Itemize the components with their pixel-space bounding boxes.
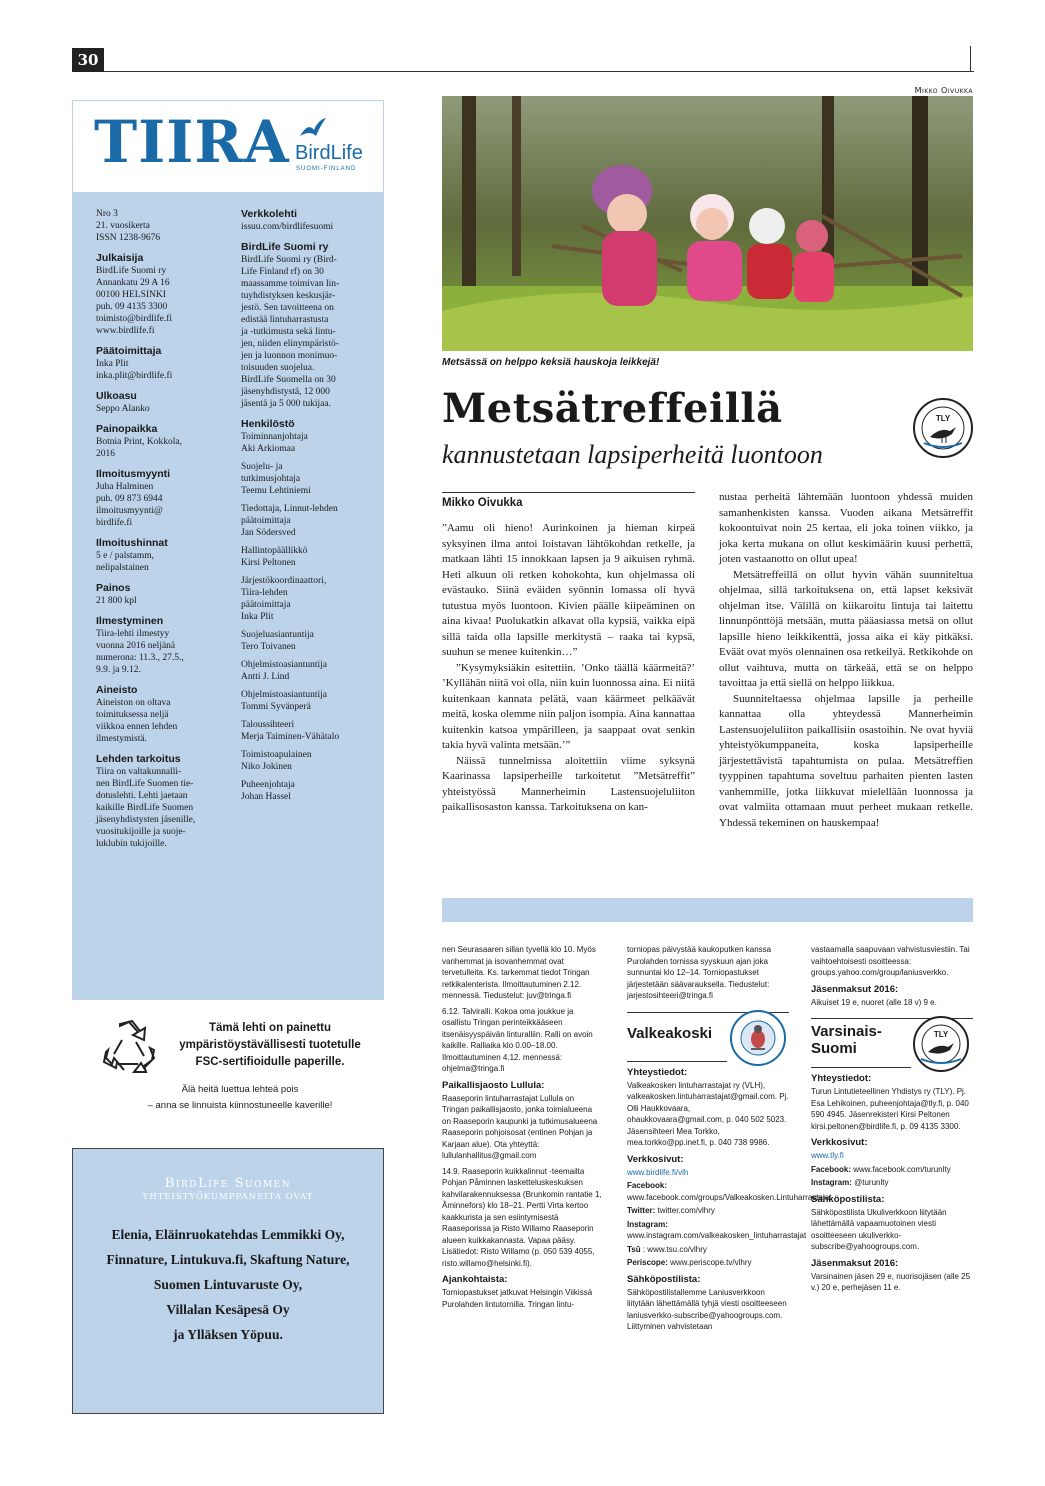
label: Tsū — [627, 1244, 641, 1254]
website-link[interactable]: www.tly.fi — [811, 1151, 844, 1160]
byline-rule — [442, 492, 695, 493]
info-text: Hallintopäällikkö Kirsi Peltonen — [241, 546, 308, 568]
info-text: Seppo Alanko — [96, 404, 150, 414]
website-link[interactable]: www.birdlife.fi/vlh — [627, 1167, 689, 1177]
partner-list — [84, 1222, 372, 1347]
twitter-link[interactable] — [627, 1205, 789, 1217]
info-block — [96, 468, 236, 529]
partner-line: Suomen Lintuvaruste Oy, — [153, 1277, 303, 1292]
facebook-link[interactable] — [811, 1164, 973, 1176]
listing-text: vastaamalla saapuvaan vahvistusviestiin. Tai vaihtoehtoisesti osoitteessa: groups.yahoo.com/group/laniusverkko. — [811, 945, 970, 977]
listing-text: Varsinainen jäsen 29 e, nuorisojäsen (alle 25 v.) 20 e, perhejäsen 11 e. — [811, 1271, 971, 1292]
partner-line: Villalan Kesäpesä Oy — [166, 1302, 290, 1317]
listing-heading: Sähköpostilista: — [811, 1193, 885, 1205]
info-block — [96, 423, 236, 460]
partner-line: Elenia, Eläinruokatehdas Lemmikki Oy, — [111, 1227, 345, 1242]
listing-heading: Jäsenmaksut 2016: — [811, 983, 899, 995]
info-block — [241, 719, 373, 743]
info-text: Suojeluasiantuntija Tero Toivanen — [241, 630, 314, 652]
info-text: Tiira on valtakunnalli- nen BirdLife Suomen tie- dotuslehti. Lehti jaetaan kaikille BirdLife Suomen jäsenyhdistysten jäsenille, vuositukijoille ja suoje- luklubin tukijoille. — [96, 767, 196, 849]
varsinais-suomi-header — [811, 1019, 973, 1067]
birdlife-subtitle: SUOMI-FINLAND — [296, 166, 357, 172]
listing-heading: Verkkosivut: — [811, 1137, 868, 1148]
link-text: www.facebook.com/groups/Valkeakosken.Lintuharrastajat — [627, 1192, 832, 1202]
info-text: Suojelu- ja tutkimusjohtaja Teemu Lehtiniemi — [241, 462, 311, 496]
forest-children-image — [442, 96, 973, 351]
article-paragraph: Suunniteltaessa ohjelmaa lapsille ja perheille kannattaa olla yhteydessä Mannerheimin Lastensuojeluliiton paikallisiin osastoihin. Ne ovat hyviä yhteistyökumppaneita, koska lapsiperheille järjestettävistä tapahtumista on pulaa. Metsätreffien tyyppinen tapahtuma soveltuu parhaiten pienten lasten vanhemmille, jotka liikkuvat mielellään luonnossa ja ovat valmiita ottamaan muut perheet mukaan retkelle. Yhdessä tekeminen on hauskempaa! — [719, 692, 973, 829]
listing-text: Raaseporin lintuharrastajat Lullula on Tringan paikallisjaosto, jonka toimialueena on Raaseporin kaupunki ja tutkimusalueena Raaseporin pohjoisosat (entinen Pohjan ja Karjaan alue). Ota yhteyttä: lullulanhallitus@gmail.com — [442, 1093, 598, 1160]
info-heading: Päätoimittaja — [96, 345, 162, 357]
info-heading: Ulkoasu — [96, 390, 137, 402]
info-block — [96, 252, 236, 337]
fsc-note-line-2: – anna se linnuista kiinnostuneelle kaverille! — [147, 1100, 333, 1111]
listing-heading: Ajankohtaista: — [442, 1274, 508, 1285]
tly-badge-icon — [912, 397, 974, 459]
listing-text: Torniopastukset jatkuvat Helsingin Viikissä Purolahden lintutornilla. Tringan lintu- — [442, 1288, 593, 1309]
article-headline: Metsätreffeillä — [442, 385, 783, 432]
info-text: BirdLife Suomi ry (Bird- Life Finland rf) on 30 maassamme toimivan lin- tuyhdistyksen keskusjär- jestö. Sen tavoitteena on edistää lintuharrastusta ja -tutkimusta sekä lintu- jen, niiden elinympäristö- jen ja luonnon monimuo- toisuuden suojelua. BirdLife Suomella on 30 jäsenyhdistystä, 12 000 jäsentä ja 5 000 tukijaa. — [241, 255, 340, 409]
info-heading: BirdLife Suomi ry — [241, 241, 329, 253]
periscope-link[interactable] — [627, 1257, 789, 1269]
info-block — [241, 575, 373, 623]
facebook-link[interactable] — [627, 1180, 832, 1203]
article-column-1 — [442, 521, 695, 816]
photo-credit: Mikko Oivukka — [914, 86, 973, 95]
valkeakoski-header — [627, 1013, 789, 1061]
fsc-note — [100, 1082, 380, 1114]
info-block — [241, 503, 373, 539]
info-block — [96, 537, 236, 574]
info-heading: Ilmoitushinnat — [96, 537, 168, 549]
label: Twitter: — [627, 1206, 656, 1215]
listing-text: 14.9. Raaseporin kuikkalinnut -teemailta Pohjan Påminnen lasketteluskeskuksen kahvilarakennuksessa (Brunkomin rantatie 1, Åminnefors) klo 18–21. Pertti Virta kertoo kaakkurista ja sen esiintymisestä Raaseporissa ja Risto Willamo Raaseporin alueen kuikkakannasta. Vapaa pääsy. Lisätiedot: Risto Willamo (p. 050 539 4055, risto.willamo@helsinki.fi). — [442, 1166, 602, 1268]
info-block — [96, 345, 236, 382]
listing-column-1 — [442, 944, 602, 1312]
article-byline: Mikko Oivukka — [442, 497, 523, 509]
info-text: Ohjelmistoasiantuntija Tommi Syvänperä — [241, 690, 328, 712]
label: Instagram: — [811, 1178, 852, 1187]
label: Periscope: — [627, 1258, 668, 1267]
info-text: Toiminnanjohtaja Aki Arkiomaa — [241, 432, 308, 454]
header-rule-end — [970, 46, 971, 72]
info-block — [241, 749, 373, 773]
listing-column-3 — [811, 944, 973, 1296]
info-block — [241, 629, 373, 653]
article-paragraph: nustaa perheitä lähtemään luontoon yhdessä muiden samanhenkisten kanssa. Vuoden aikana Metsätreffit kokoontuivat noin 25 kertaa, eli joka toinen viikko, ja joka kerta mukana on ollut keskimäärin kuusi perhettä, joten vastaanotto on ollut upea! — [719, 491, 973, 565]
masthead-title: TIIRA — [94, 108, 290, 176]
article-paragraph: ”Aamu oli hieno! Aurinkoinen ja hieman kirpeä syksyinen ilma antoi loistavan lähtökohdan retkelle, ja matkaan lähti 15 innokkaan lapsen ja 9 aikuisen ryhmä. Heti alkuun oli retken kohokohta, kun ohjelmassa oli evästauko. Siinä eväiden syönnin lomassa oli hyvä tutustua myös luontoon. Kivien päälle kiipeäminen on aina kivaa! Puolukatkin alkavat olla kypsiä, vaikka eipä sillä taida olla lapsille merkitystä – raaka tai kypsä, suuhun se menee kuitenkin…” — [442, 522, 695, 658]
info-block — [96, 208, 236, 244]
article-column-2 — [719, 490, 973, 831]
link-text: @turunlty — [851, 1178, 889, 1187]
article-paragraph: Metsätreffeillä on ollut hyvin vähän suunniteltua ohjelmaa, sillä tarkoituksena on, että lapset keksivät ohjelman itse. Välillä on kiikaroitu lintuja tai laitettu linnunpönttöjä metsään, mutta pääasiassa metsä on ollut lapsille hieno leikkikenttä, jossa aika ei käy pitkäksi. Eväät ovat myös olennainen osa retkeilyä. Retkikohde on ollut vaihtuva, mutta on tärkeää, että se on helppo tavoittaa ja että siellä on helppo liikkua. — [719, 568, 973, 689]
listing-text: Sähköpostilistallemme Laniusverkkoon liitytään lähettämällä tyhjä viesti osoitteeseen laniusverkko-subscribe@yahoogroups.com. Liittyminen vahvistetaan — [627, 1287, 787, 1331]
info-block — [241, 779, 373, 803]
info-text: Toimistoapulainen Niko Jokinen — [241, 750, 312, 772]
listing-heading: Verkkosivut: — [627, 1153, 684, 1165]
section-title-line: Suomi — [811, 1040, 857, 1057]
info-heading: Painopaikka — [96, 423, 158, 435]
section-title-line: Varsinais- — [811, 1023, 882, 1040]
listing-heading: Paikallisjaosto Lullula: — [442, 1079, 545, 1091]
section-title: Valkeakoski — [627, 1024, 713, 1042]
info-heading: Julkaisija — [96, 252, 144, 264]
partner-line: Finnature, Lintukuva.fi, Skaftung Nature, — [106, 1252, 350, 1267]
listing-text: Sähköpostilista Ukuliverkkoon liitytään lähettämällä vapaamuotoinen viesti osoitteeseen ukuliverkko-subscribe@yahoogroups.com. — [811, 1207, 947, 1251]
listing-text: Valkeakosken lintuharrastajat ry (VLH), valkeakosken.lintuharrastajat@gmail.com. Pj. Olli Haukkovaara, ohaukkovaara@gmail.com, p. 040 502 5023. Jäsensihteeri Mea Torkko, mea.torkko@pp.inet.fi, p. 040 738 9986. — [627, 1080, 789, 1147]
info-block — [96, 684, 236, 745]
listing-text: Aikuiset 19 e, nuoret (alle 18 v) 9 e. — [811, 997, 937, 1007]
tsu-link[interactable] — [627, 1244, 789, 1256]
info-block — [241, 659, 373, 683]
info-block — [241, 545, 373, 569]
fsc-note-line-1: Älä heitä luettua lehteä pois — [181, 1084, 299, 1095]
listing-text: torniopas päivystää kaukoputken kanssa Purolahden tornissa syyskuun ajan joka sunnuntai klo 12–14. Torniopastukset järjestetään säävarauksella. Tiedustelut: jarjestosihteeri@tringa.fi — [627, 945, 772, 1000]
listing-heading: Sähköpostilista: — [627, 1273, 701, 1285]
info-text: Tiedottaja, Linnut-lehden päätoimittaja Jan Södersved — [241, 504, 338, 538]
fsc-statement: Tämä lehti on painettu ympäristöystävällisesti tuotetulle FSC-sertifioidulle paperille. — [179, 1022, 361, 1068]
svg-text:TLY: TLY — [935, 414, 951, 423]
listing-heading: Yhteystiedot: — [811, 1073, 872, 1084]
info-heading: Verkkolehti — [241, 208, 298, 220]
section-rule — [811, 1067, 911, 1068]
info-text: Botnia Print, Kokkola, 2016 — [96, 437, 183, 459]
info-block — [96, 753, 236, 850]
header-rule — [104, 71, 974, 72]
info-text: Ohjelmistoasiantuntija Antti J. Lind — [241, 660, 328, 682]
label: Facebook: — [627, 1181, 668, 1190]
article-photo — [442, 96, 973, 351]
info-text: Nro 3 21. vuosikerta ISSN 1238-9676 — [96, 209, 161, 243]
partner-line: ja Ylläksen Yöpuu. — [173, 1327, 283, 1342]
info-text: BirdLife Suomi ry Annankatu 29 A 16 00100 HELSINKI puh. 09 4135 3300 toimisto@birdlife.fi www.birdlife.fi — [96, 266, 173, 336]
partner-title: BirdLife Suomen — [164, 1176, 292, 1191]
info-text: Puheenjohtaja Johan Hassel — [241, 780, 295, 802]
instagram-link[interactable] — [811, 1177, 973, 1189]
info-text: Taloussihteeri Merja Taiminen-Vähätalo — [241, 720, 340, 742]
info-block — [241, 208, 373, 233]
vlh-badge-icon — [729, 1009, 787, 1067]
info-text: 21 800 kpl — [96, 596, 137, 606]
instagram-link[interactable] — [627, 1219, 807, 1242]
info-block — [241, 461, 373, 497]
link-text: www.periscope.tv/vlhry — [667, 1258, 752, 1267]
section-title — [811, 1023, 882, 1057]
article-subheadline: kannustetaan lapsiperheitä luontoon — [442, 440, 823, 469]
section-rule — [627, 1061, 727, 1062]
info-text: issuu.com/birdlifesuomi — [241, 222, 334, 232]
article-paragraph: ”Kysymyksiäkin esitettiin. ’Onko täällä käärmeitä?’ ’Kyllähän niitä voi olla, niin kuin luonnossa aina. Ei niitä kuitenkaan kannata pelätä, vaan käärmeet pelkäävät meitä, koska olemme niin paljon isompia. Aina kannattaa kuitenkin katsoa ympärilleen, ja saappaat ovat senkin takia hyvä valinta metsään.’” — [442, 661, 695, 751]
info-column-right — [241, 208, 373, 803]
info-block — [96, 390, 236, 415]
birdlife-logo-icon — [298, 116, 328, 142]
info-column-left — [96, 208, 236, 850]
info-block — [241, 418, 373, 455]
info-block — [96, 582, 236, 607]
info-block — [96, 615, 236, 676]
listing-text: Turun Lintutieteellinen Yhdistys ry (TLY). Pj. Esa Lehikoinen, puheenjohtaja@tly.fi, p. 040 590 4945. Jäsenrekisteri Kirsi Peltonen kirsi.peltonen@birdlife.fi, p. 09 4135 3300. — [811, 1087, 969, 1131]
link-text: www.instagram.com/valkeakosken_lintuharrastajat — [627, 1231, 807, 1240]
link-text: www.facebook.com/turunlty — [851, 1164, 951, 1174]
info-text: 5 e / palstamm, nelipalstainen — [96, 551, 155, 573]
info-text: Järjestökoordinaattori, Tiira-lehden päätoimittaja Inka Plit — [241, 576, 327, 622]
label: Facebook: — [811, 1164, 852, 1174]
listing-heading: Yhteystiedot: — [627, 1066, 688, 1078]
info-text: Aineiston on oltava toimituksessa neljä viikkoa ennen lehden ilmestymistä. — [96, 698, 178, 744]
info-heading: Henkilöstö — [241, 418, 295, 430]
info-heading: Ilmoitusmyynti — [96, 468, 171, 480]
link-text: twitter.com/vlhry — [655, 1206, 715, 1215]
info-heading: Painos — [96, 582, 131, 594]
section-bar — [442, 898, 973, 922]
listing-heading: Jäsenmaksut 2016: — [811, 1257, 899, 1269]
partner-subtitle: YHTEISTYÖKUMPPANEITA OVAT — [142, 1192, 314, 1202]
recycle-icon — [100, 1018, 158, 1074]
info-text: Tiira-lehti ilmestyy vuonna 2016 neljänä numerona: 11.3., 27.5., 9.9. ja 9.12. — [96, 629, 184, 675]
tly-small-badge-icon — [911, 1015, 971, 1073]
label: Instagram: — [627, 1219, 668, 1229]
info-heading: Aineisto — [96, 684, 138, 696]
page-number: 30 — [72, 48, 104, 72]
info-heading: Ilmestyminen — [96, 615, 164, 627]
info-text: Juha Halminen puh. 09 873 6944 ilmoitusmyynti@ birdlife.fi — [96, 482, 163, 528]
info-block — [241, 241, 373, 410]
info-heading: Lehden tarkoitus — [96, 753, 181, 765]
info-block — [241, 689, 373, 713]
link-text: : www.tsu.co/vlhry — [640, 1244, 707, 1254]
birdlife-wordmark: BirdLife — [295, 142, 363, 164]
info-text: Inka Plit inka.plit@birdlife.fi — [96, 359, 173, 381]
article-paragraph: Näissä tunnelmissa aloitettiin viime syksynä Kaarinassa lapsiperheille tarkoitetut ”Metsätreffit” yhteistyössä Mannerheimin Lastensuojeluliiton paikallisosaston kanssa. Tarkoituksena on kan- — [442, 754, 695, 813]
listing-text: nen Seurasaaren sillan tyvellä klo 10. Myös vanhemmat ja isovanhemmat ovat tervetulleita. Ks. tarkemmat tiedot Tringan retkikalenterista. Ilmoittautuminen 2.12. mennessä. Tiedustelut: juv@tringa.fi — [442, 945, 596, 1000]
badge-text: TLY — [933, 1030, 949, 1039]
photo-caption: Metsässä on helppo keksiä hauskoja leikkejä! — [442, 357, 660, 368]
listing-text: 6.12. Talviralli. Kokoa oma joukkue ja osallistu Tringan perinteikkääseen itsenäisyyspäivän linturalliin. Ralli on avoin kaikille. Ralliaika klo 0.00–18.00. Ilmoittautuminen 4.12. mennessä: ohjelma@tringa.fi — [442, 1006, 593, 1073]
